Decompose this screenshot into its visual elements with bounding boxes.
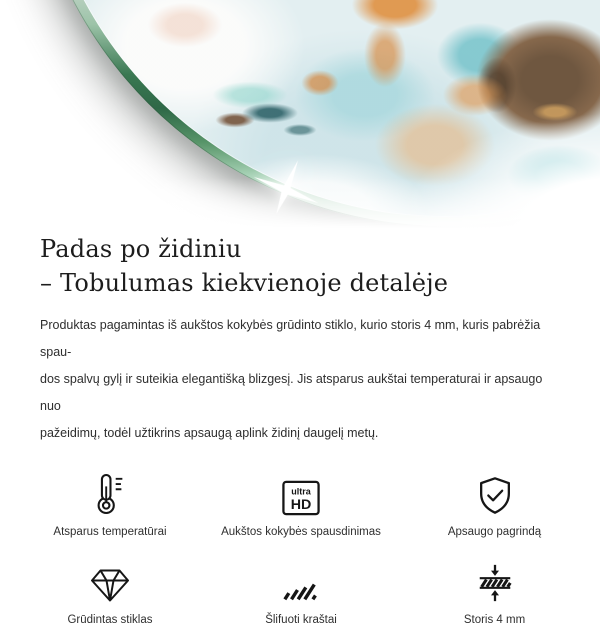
- feature-tempered-glass: [35, 557, 185, 627]
- title-line-1: Padas po židiniu: [40, 235, 242, 263]
- diamond-icon: [87, 565, 133, 605]
- feature-polished-edges: [185, 557, 417, 627]
- svg-text:ultra: ultra: [291, 486, 311, 497]
- features-grid: [35, 469, 560, 627]
- title-line-2: – Tobulumas kiekvienoje detalėje: [40, 269, 449, 297]
- feature-thickness: [417, 557, 572, 627]
- description-line: pažeidimų, todėl užtikrins apsaugą aplink židinį daugelį metų.: [40, 426, 379, 440]
- svg-text:HD: HD: [290, 496, 312, 513]
- feature-label: Grūdintas stiklas: [67, 614, 153, 626]
- feature-label: Storis 4 mm: [463, 614, 526, 626]
- feature-label: Aukštos kokybės spausdinimas: [221, 526, 381, 538]
- thermometer-icon: [91, 471, 129, 517]
- description-line: Produktas pagamintas iš aukštos kokybės grūdinto stiklo, kurio storis 4 mm, kuris pabrėžia spau-: [40, 318, 541, 359]
- ultra-hd-icon: [280, 479, 322, 517]
- description-line: dos spalvų gylį ir suteikia elegantišką blizgesį. Jis atsparus aukštai temperaturai ir apsaugo nuo: [40, 372, 543, 413]
- feature-label: Apsaugo pagrindą: [447, 526, 542, 538]
- product-description: [40, 312, 560, 447]
- polished-edges-icon: [280, 567, 322, 605]
- feature-protects-base: [417, 469, 572, 539]
- content-area: [0, 232, 600, 627]
- feature-label: Šlifuoti kraštai: [265, 614, 337, 626]
- feature-print-quality: [185, 469, 417, 539]
- shield-check-icon: [474, 475, 516, 517]
- page-title: [40, 232, 560, 300]
- feature-heat-resistant: [35, 469, 185, 539]
- product-hero-image: [0, 0, 600, 228]
- thickness-icon: [474, 561, 516, 605]
- feature-label: Atsparus temperatūrai: [53, 526, 167, 538]
